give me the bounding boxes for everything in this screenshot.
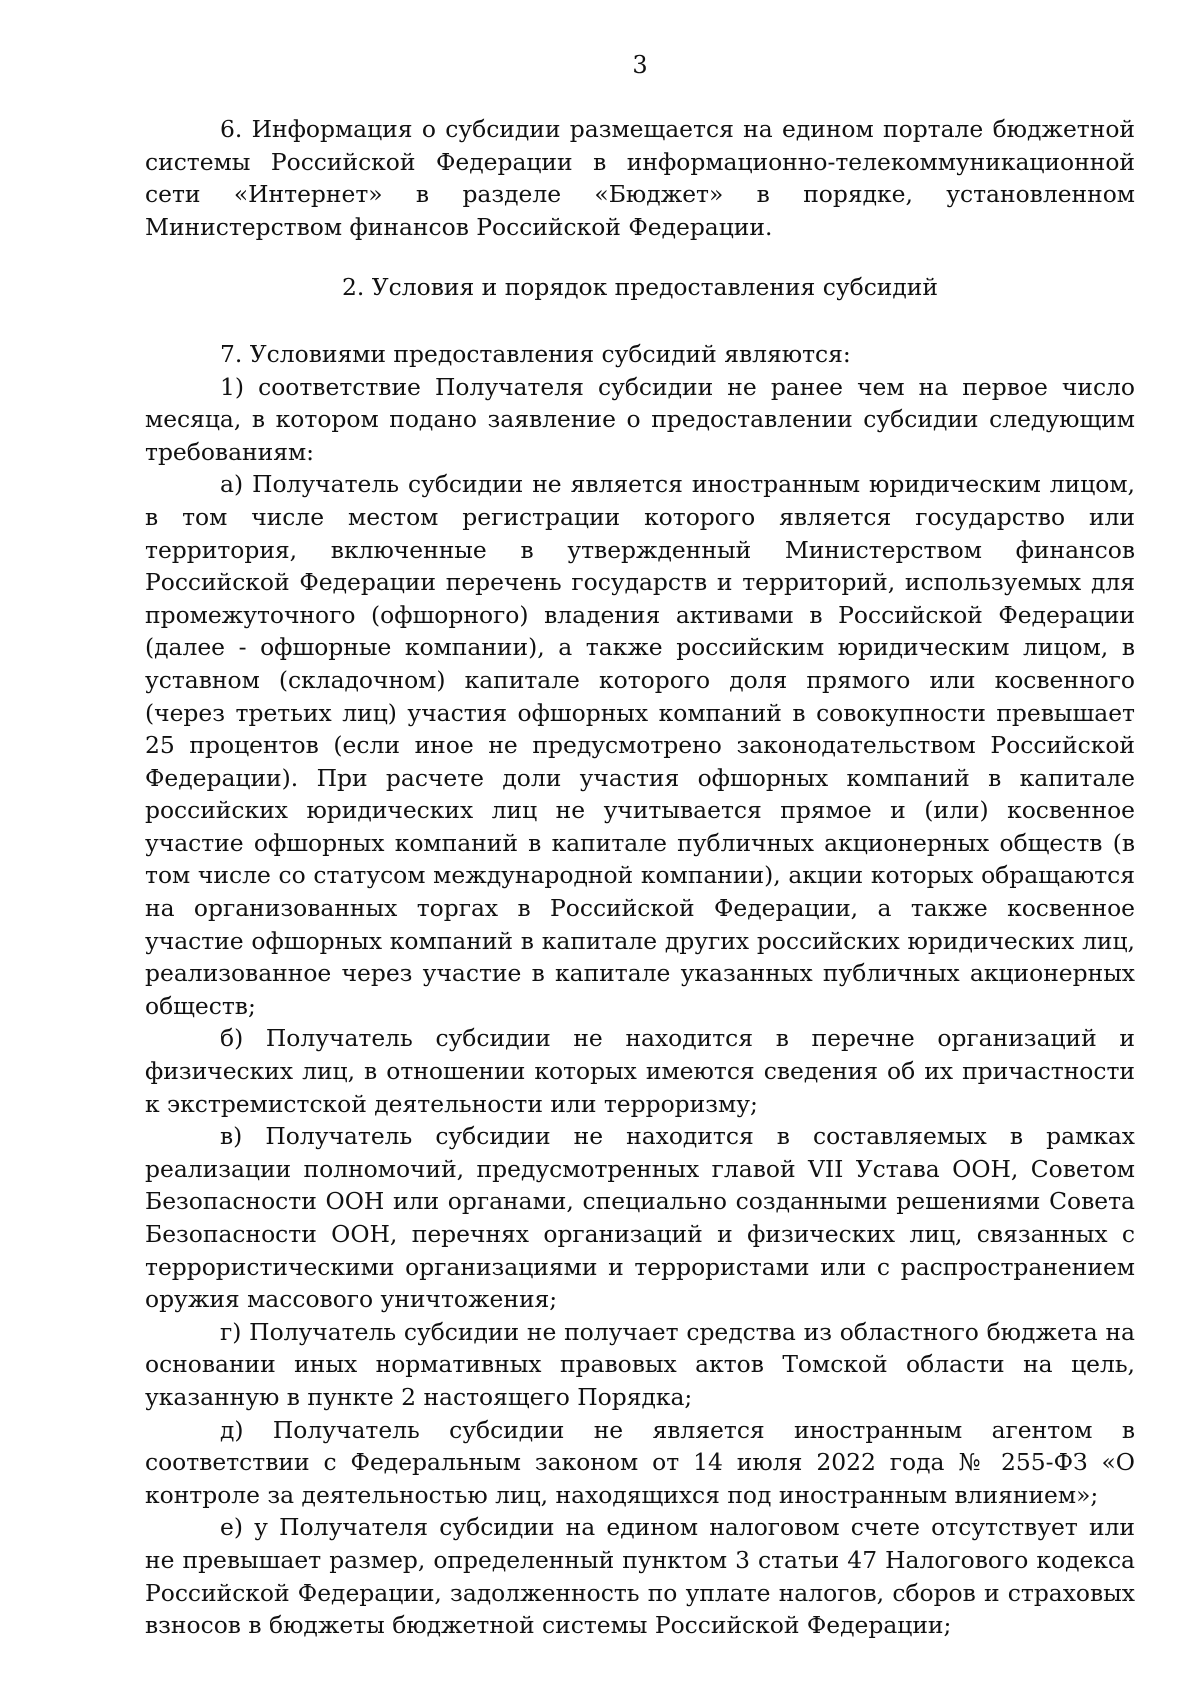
paragraph-6: 6. Информация о субсидии размещается на едином портале бюджетной системы Российской Федерации в информационно-телекоммуникационной сети «Интернет» в разделе «Бюджет» в порядке, установленном Министерством финансов Российской Федерации.	[145, 115, 1135, 241]
paragraph-7-1-b: б) Получатель субсидии не находится в перечне организаций и физических лиц, в отношении которых имеются сведения об их причастности к экстремистской деятельности или терроризму;	[145, 1024, 1135, 1118]
paragraph-7-1-d: д) Получатель субсидии не является иностранным агентом в соответствии с Федеральным законом от 14 июля 2022 года № 255-ФЗ «О контроле за деятельностью лиц, находящихся под иностранным влиянием»;	[145, 1415, 1135, 1509]
paragraph-7-1-e: е) у Получателя субсидии на едином налоговом счете отсутствует или не превышает размер, определенный пунктом 3 статьи 47 Налогового кодекса Российской Федерации, задолженность по уплате налогов, сборов и страховых взносов в бюджеты бюджетной системы Российской Федерации;	[145, 1513, 1135, 1640]
page-number: 3	[632, 51, 648, 79]
spacer	[145, 304, 1135, 338]
paragraph-7-1-g: г) Получатель субсидии не получает средства из областного бюджета на основании иных нормативных правовых актов Томской области на цель, указанную в пункте 2 настоящего Порядка;	[145, 1317, 1135, 1411]
paragraph-7-1-v: в) Получатель субсидии не находится в составляемых в рамках реализации полномочий, предусмотренных главой VII Устава ООН, Советом Безопасности ООН или органами, специально созданными решениями Совета Безопасности ООН, перечнях организаций и физических лиц, связанных с террористическими организациями и террористами или с распространением оружия массового уничтожения;	[145, 1122, 1135, 1314]
paragraph-7-1: 1) соответствие Получателя субсидии не ранее чем на первое число месяца, в котором подано заявление о предоставлении субсидии следующим требованиям:	[145, 372, 1135, 466]
paragraph-7-1-a: а) Получатель субсидии не является иностранным юридическим лицом, в том числе местом регистрации которого является государство или территория, включенные в утвержденный Министерством финансов Российской Федерации перечень государств и территорий, используемых для промежуточного (офшорного) владения активами в Российской Федерации (далее - офшорные компании), а также российским юридическим лицом, в уставном (складочном) капитале которого доля прямого или косвенного (через третьих лиц) участия офшорных компаний в совокупности превышает 25 процентов (если иное не предусмотрено законодательством Российской Федерации). При расчете доли участия офшорных компаний в капитале российских юридических лиц не учитывается прямое и (или) косвенное участие офшорных компаний в капитале публичных акционерных обществ (в том числе со статусом международной компании), акции которых обращаются на организованных торгах в Российской Федерации, а также косвенное участие офшорных компаний в капитале других российских юридических лиц, реализованное через участие в капитале указанных публичных акционерных обществ;	[145, 470, 1135, 1020]
document-page	[145, 50, 1135, 1650]
spacer	[145, 243, 1135, 271]
paragraph-7: 7. Условиями предоставления субсидий являются:	[220, 339, 851, 368]
section-title: 2. Условия и порядок предоставления субсидий	[342, 273, 938, 302]
